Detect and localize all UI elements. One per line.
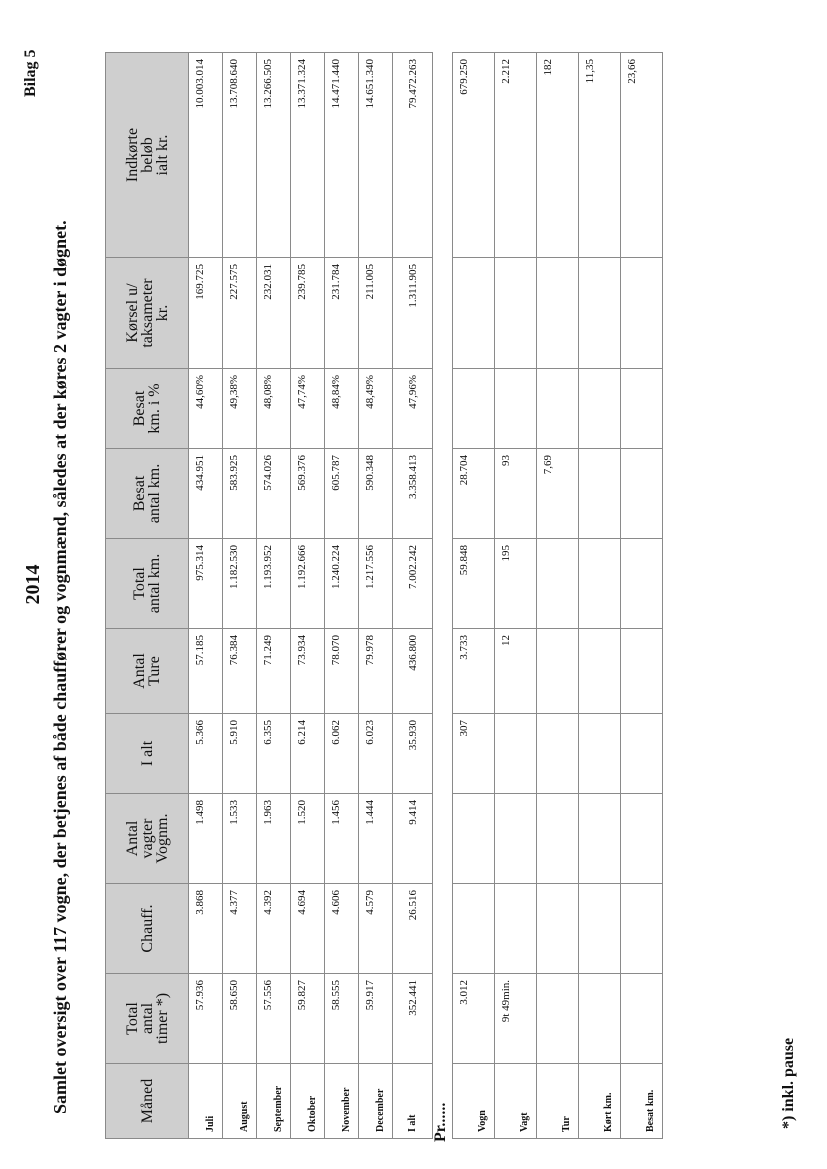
vognm-cell <box>621 794 663 884</box>
total-km-cell: 195 <box>495 539 537 629</box>
ture-cell: 78.070 <box>325 629 359 714</box>
ture-cell <box>537 629 579 714</box>
table-row <box>325 53 359 1139</box>
besat-pct-cell: 47,96% <box>393 369 433 449</box>
chauff-cell: 4.392 <box>257 884 291 974</box>
chauff-cell <box>537 884 579 974</box>
besat-km-cell: 574.026 <box>257 449 291 539</box>
total-km-cell: 7.002.242 <box>393 539 433 629</box>
korsel-cell: 169.725 <box>189 258 223 369</box>
i-alt-cell <box>495 714 537 794</box>
table-row <box>291 53 325 1139</box>
header-maaned: Måned <box>106 1064 189 1139</box>
korsel-cell: 239.785 <box>291 258 325 369</box>
ture-cell: 76.384 <box>223 629 257 714</box>
ture-cell: 73.934 <box>291 629 325 714</box>
indkorte-cell: 2.212 <box>495 53 537 258</box>
vognm-cell <box>453 794 495 884</box>
indkorte-cell: 11,35 <box>579 53 621 258</box>
indkorte-cell: 13.266.505 <box>257 53 291 258</box>
total-km-cell <box>621 539 663 629</box>
i-alt-cell <box>537 714 579 794</box>
appendix-label: Bilag 5 <box>22 49 39 97</box>
per-unit-table <box>452 52 663 1139</box>
header-total-km: Total antal km. <box>106 539 189 629</box>
besat-pct-cell: 44,60% <box>189 369 223 449</box>
total-km-cell: 59.848 <box>453 539 495 629</box>
korsel-cell: 227.575 <box>223 258 257 369</box>
month-cell: Juli <box>189 1064 223 1139</box>
total-timer-cell: 58.650 <box>223 974 257 1064</box>
besat-km-cell: 93 <box>495 449 537 539</box>
besat-km-cell <box>621 449 663 539</box>
total-timer-cell <box>537 974 579 1064</box>
month-cell: Oktober <box>291 1064 325 1139</box>
header-total-timer: Total antal timer *) <box>106 974 189 1064</box>
indkorte-cell: 14.471.440 <box>325 53 359 258</box>
total-timer-cell: 352.441 <box>393 974 433 1064</box>
month-cell: August <box>223 1064 257 1139</box>
besat-km-cell: 605.787 <box>325 449 359 539</box>
total-timer-cell: 3.012 <box>453 974 495 1064</box>
total-row <box>393 53 433 1139</box>
besat-km-cell <box>579 449 621 539</box>
table-row <box>579 53 621 1139</box>
indkorte-cell: 79.472.263 <box>393 53 433 258</box>
chauff-cell: 4.694 <box>291 884 325 974</box>
indkorte-cell: 10.003.014 <box>189 53 223 258</box>
month-cell: I alt <box>393 1064 433 1139</box>
indkorte-cell: 13.371.324 <box>291 53 325 258</box>
i-alt-cell: 307 <box>453 714 495 794</box>
i-alt-cell <box>621 714 663 794</box>
indkorte-cell: 14.651.340 <box>359 53 393 258</box>
vognm-cell: 9.414 <box>393 794 433 884</box>
i-alt-cell: 5.366 <box>189 714 223 794</box>
per-unit-label: Pr...... <box>432 1102 449 1142</box>
table-row <box>359 53 393 1139</box>
chauff-cell <box>579 884 621 974</box>
pr-label-cell: Tur <box>537 1064 579 1139</box>
ture-cell <box>621 629 663 714</box>
total-km-cell: 1.240.224 <box>325 539 359 629</box>
vognm-cell: 1.520 <box>291 794 325 884</box>
total-km-cell <box>537 539 579 629</box>
indkorte-cell: 23,66 <box>621 53 663 258</box>
table-row <box>223 53 257 1139</box>
vognm-cell: 1.498 <box>189 794 223 884</box>
i-alt-cell: 6.214 <box>291 714 325 794</box>
ture-cell: 436.800 <box>393 629 433 714</box>
korsel-cell: 211.005 <box>359 258 393 369</box>
korsel-cell <box>621 258 663 369</box>
chauff-cell: 4.606 <box>325 884 359 974</box>
korsel-cell: 232.031 <box>257 258 291 369</box>
ture-cell: 79.978 <box>359 629 393 714</box>
header-i-alt: I alt <box>106 714 189 794</box>
header-antal-vagter: Antal vagter Vognm. <box>106 794 189 884</box>
chauff-cell: 4.377 <box>223 884 257 974</box>
chauff-cell <box>621 884 663 974</box>
korsel-cell <box>579 258 621 369</box>
vognm-cell: 1.456 <box>325 794 359 884</box>
korsel-cell: 231.784 <box>325 258 359 369</box>
besat-pct-cell <box>621 369 663 449</box>
besat-pct-cell: 48,84% <box>325 369 359 449</box>
header-korsel: Kørsel u/ taksameter kr. <box>106 258 189 369</box>
besat-km-cell: 583.925 <box>223 449 257 539</box>
besat-pct-cell <box>579 369 621 449</box>
besat-km-cell: 7,69 <box>537 449 579 539</box>
ture-cell: 12 <box>495 629 537 714</box>
i-alt-cell: 5.910 <box>223 714 257 794</box>
vognm-cell <box>537 794 579 884</box>
indkorte-cell: 13.708.640 <box>223 53 257 258</box>
besat-pct-cell: 47,74% <box>291 369 325 449</box>
vognm-cell: 1.963 <box>257 794 291 884</box>
table-row <box>453 53 495 1139</box>
besat-pct-cell <box>537 369 579 449</box>
total-timer-cell <box>621 974 663 1064</box>
ture-cell: 71.249 <box>257 629 291 714</box>
korsel-cell <box>537 258 579 369</box>
besat-km-cell: 434.951 <box>189 449 223 539</box>
total-timer-cell: 58.555 <box>325 974 359 1064</box>
indkorte-cell: 679.250 <box>453 53 495 258</box>
i-alt-cell: 6.062 <box>325 714 359 794</box>
vognm-cell <box>579 794 621 884</box>
besat-km-cell: 28.704 <box>453 449 495 539</box>
chauff-cell: 26.516 <box>393 884 433 974</box>
besat-pct-cell: 48,49% <box>359 369 393 449</box>
year-title: 2014 <box>22 564 44 605</box>
vognm-cell <box>495 794 537 884</box>
total-km-cell: 1.182.530 <box>223 539 257 629</box>
table-row <box>537 53 579 1139</box>
i-alt-cell: 35.930 <box>393 714 433 794</box>
footnote: *) inkl. pause <box>780 1037 797 1129</box>
besat-km-cell: 3.358.413 <box>393 449 433 539</box>
ture-cell: 57.185 <box>189 629 223 714</box>
header-chauff: Chauff. <box>106 884 189 974</box>
besat-pct-cell <box>453 369 495 449</box>
ture-cell: 3.733 <box>453 629 495 714</box>
i-alt-cell <box>579 714 621 794</box>
total-km-cell: 975.314 <box>189 539 223 629</box>
chauff-cell <box>495 884 537 974</box>
besat-km-cell: 590.348 <box>359 449 393 539</box>
korsel-cell <box>453 258 495 369</box>
pr-label-cell: Vagt <box>495 1064 537 1139</box>
header-besat-pct: Besat km. i % <box>106 369 189 449</box>
total-km-cell: 1.193.952 <box>257 539 291 629</box>
besat-pct-cell: 48,08% <box>257 369 291 449</box>
besat-pct-cell <box>495 369 537 449</box>
table-row <box>189 53 223 1139</box>
month-cell: September <box>257 1064 291 1139</box>
total-km-cell: 1.192.666 <box>291 539 325 629</box>
vognm-cell: 1.533 <box>223 794 257 884</box>
besat-km-cell: 569.376 <box>291 449 325 539</box>
total-timer-cell: 59.827 <box>291 974 325 1064</box>
total-timer-cell: 9t 49min. <box>495 974 537 1064</box>
main-table <box>105 52 433 1139</box>
vognm-cell: 1.444 <box>359 794 393 884</box>
table-row <box>495 53 537 1139</box>
total-timer-cell: 59.917 <box>359 974 393 1064</box>
total-km-cell <box>579 539 621 629</box>
month-cell: November <box>325 1064 359 1139</box>
ture-cell <box>579 629 621 714</box>
total-km-cell: 1.217.556 <box>359 539 393 629</box>
total-timer-cell: 57.556 <box>257 974 291 1064</box>
besat-pct-cell: 49,38% <box>223 369 257 449</box>
chauff-cell: 4.579 <box>359 884 393 974</box>
table-subtitle: Samlet oversigt over 117 vogne, der betjenes af både chauffører og vognmænd, således at der køres 2 vagter i døgnet. <box>50 220 70 1114</box>
indkorte-cell: 182 <box>537 53 579 258</box>
i-alt-cell: 6.355 <box>257 714 291 794</box>
pr-label-cell: Vogn <box>453 1064 495 1139</box>
total-timer-cell <box>579 974 621 1064</box>
header-antal-ture: Antal Ture <box>106 629 189 714</box>
pr-label-cell: Kørt km. <box>579 1064 621 1139</box>
header-besat-km: Besat antal km. <box>106 449 189 539</box>
total-timer-cell: 57.936 <box>189 974 223 1064</box>
korsel-cell <box>495 258 537 369</box>
table-row <box>621 53 663 1139</box>
table-row <box>257 53 291 1139</box>
header-row <box>106 53 189 1139</box>
pr-label-cell: Besat km. <box>621 1064 663 1139</box>
header-indkorte: Indkørte beløb ialt kr. <box>106 53 189 258</box>
month-cell: December <box>359 1064 393 1139</box>
chauff-cell: 3.868 <box>189 884 223 974</box>
chauff-cell <box>453 884 495 974</box>
korsel-cell: 1.311.905 <box>393 258 433 369</box>
i-alt-cell: 6.023 <box>359 714 393 794</box>
